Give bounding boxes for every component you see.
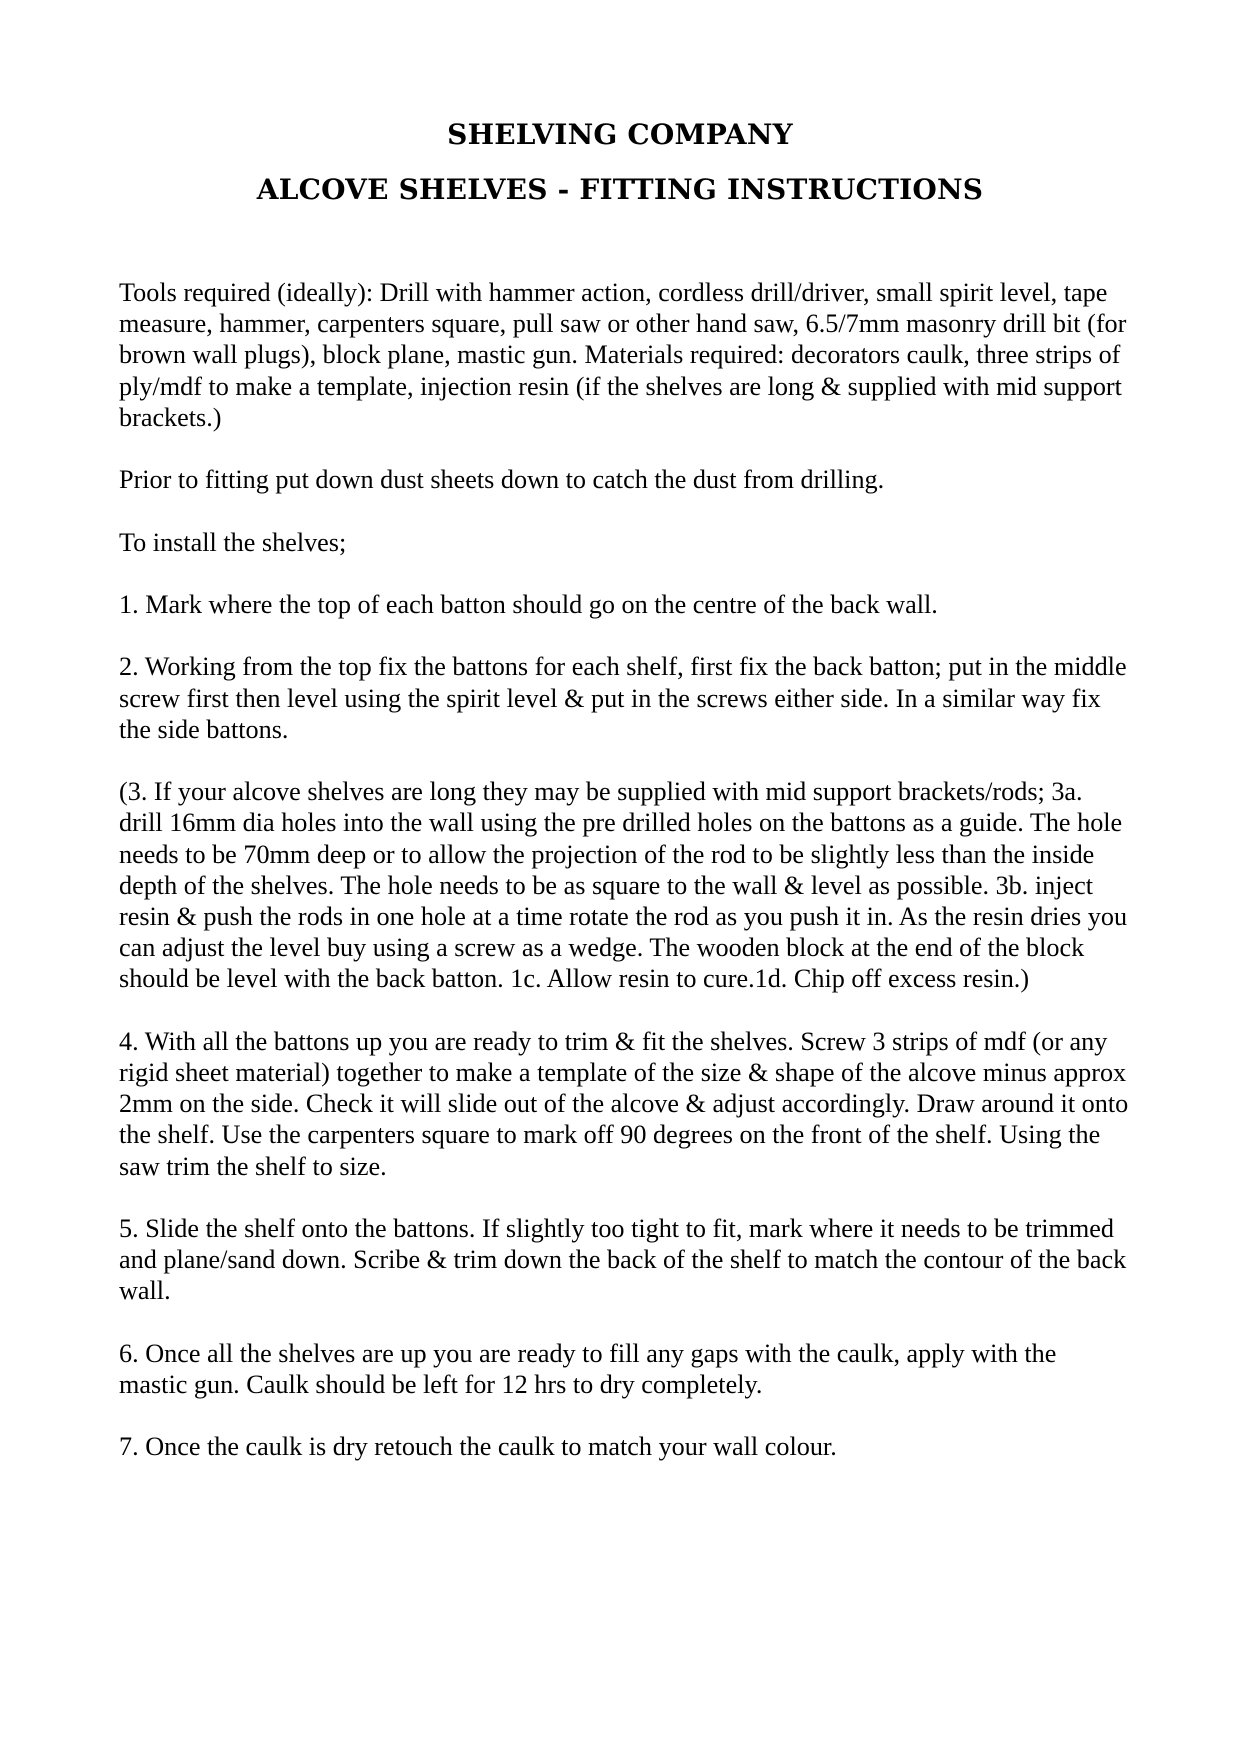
instructions-body bbox=[119, 277, 1129, 1463]
tools-required-paragraph: Tools required (ideally): Drill with hammer action, cordless drill/driver, small spirit level, tape measure, hammer, carpenters square, pull saw or other hand saw, 6.5/7mm masonry drill bit (for brown wall plugs), block plane, mastic gun. Materials required: decorators caulk, three strips of ply/mdf to make a template, injection resin (if the shelves are long & supplied with mid support brackets.) bbox=[119, 278, 1127, 432]
step-6-paragraph: 6. Once all the shelves are up you are ready to fill any gaps with the caulk, apply with the mastic gun. Caulk should be left for 12 hrs to dry completely. bbox=[119, 1338, 1057, 1399]
step-2-paragraph: 2. Working from the top fix the battons for each shelf, first fix the back batton; put in the middle screw first then level using the spirit level & put in the screws either side. In a similar way fix the side battons. bbox=[119, 652, 1127, 744]
step-7-paragraph: 7. Once the caulk is dry retouch the caulk to match your wall colour. bbox=[119, 1432, 837, 1462]
step-1-paragraph: 1. Mark where the top of each batton should go on the centre of the back wall. bbox=[119, 589, 938, 619]
company-name-heading: SHELVING COMPANY bbox=[447, 118, 793, 151]
document-title-heading: ALCOVE SHELVES - FITTING INSTRUCTIONS bbox=[256, 173, 984, 206]
install-intro-paragraph: To install the shelves; bbox=[119, 527, 347, 557]
prior-to-fitting-paragraph: Prior to fitting put down dust sheets down to catch the dust from drilling. bbox=[119, 465, 885, 495]
step-4-paragraph: 4. With all the battons up you are ready to trim & fit the shelves. Screw 3 strips of mdf (or any rigid sheet material) together to make a template of the size & shape of the alcove minus approx 2mm on the side. Check it will slide out of the alcove & adjust accordingly. Draw around it onto the shelf. Use the carpenters square to mark off 90 degrees on the front of the shelf. Using the saw trim the shelf to size. bbox=[119, 1026, 1129, 1181]
step-3-paragraph: (3. If your alcove shelves are long they may be supplied with mid support brackets/rods; 3a. drill 16mm dia holes into the wall using the pre drilled holes on the battons as a guide. The hole needs to be 70mm deep or to allow the projection of the rod to be slightly less than the inside depth of the shelves. The hole needs to be as square to the wall & level as possible. 3b. inject resin & push the rods in one hole at a time rotate the rod as you push it in. As the resin dries you can adjust the level buy using a screw as a wedge. The wooden block at the end of the block should be level with the back batton. 1c. Allow resin to cure.1d. Chip off excess resin.) bbox=[119, 777, 1128, 994]
step-5-paragraph: 5. Slide the shelf onto the battons. If slightly too tight to fit, mark where it needs to be trimmed and plane/sand down. Scribe & trim down the back of the shelf to match the contour of the back wall. bbox=[119, 1213, 1127, 1306]
